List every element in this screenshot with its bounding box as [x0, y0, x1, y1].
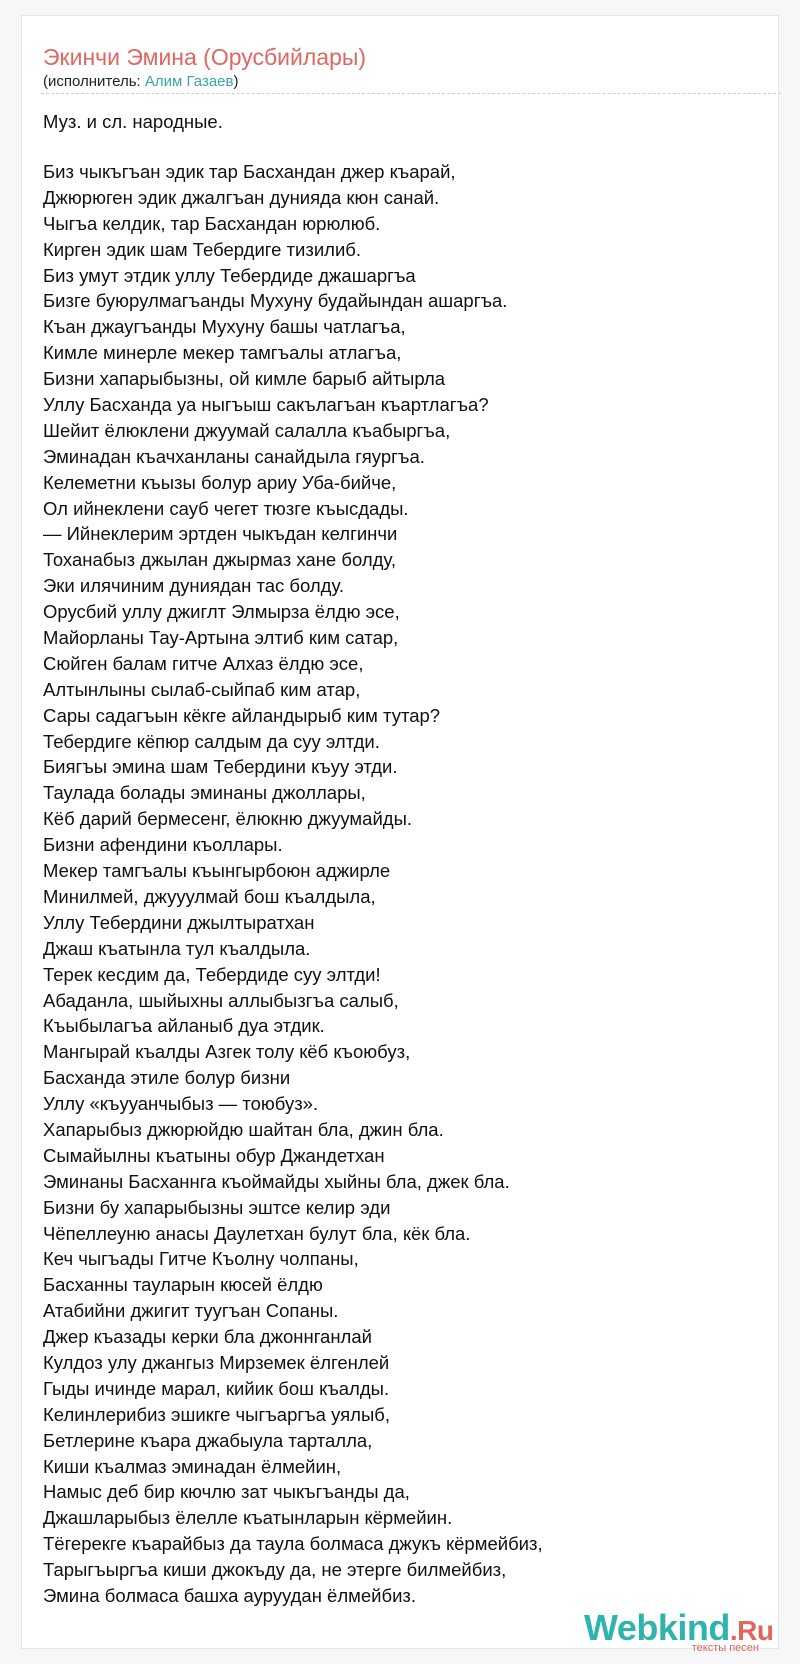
lyric-line: Басханда этиле болур бизни	[43, 1067, 291, 1089]
lyric-line: Келинлерибиз эшикге чыгъаргъа уялыб,	[43, 1403, 390, 1425]
lyric-line: Биягъы эмина шам Тебердини къуу этди.	[43, 756, 398, 778]
lyric-line: Чёпеллеуню анасы Даулетхан булут бла, кёк бла.	[43, 1222, 471, 1244]
lyric-line: Минилмей, джууулмай бош къалдыла,	[43, 885, 376, 907]
lyric-line: Уллу «къууанчыбыз — тоюбуз».	[43, 1093, 319, 1115]
lyric-line: Бизни афендини къоллары.	[43, 834, 283, 856]
lyric-line: Мекер тамгъалы къынгырбоюн аджирле	[43, 860, 391, 882]
lyric-line: Биз умут этдик уллу Тебердиде джашаргъа	[43, 264, 416, 286]
lyric-line: Бизни бу хапарыбызны эштсе келир эди	[43, 1196, 391, 1218]
lyric-line: Майорланы Тау-Артына элтиб ким сатар,	[43, 627, 399, 649]
song-credits: Муз. и сл. народные.	[43, 111, 223, 132]
lyric-line: Киши къалмаз эминадан ёлмейин,	[43, 1455, 342, 1477]
divider	[41, 93, 781, 94]
lyric-line: Кеч чыгъады Гитче Къолну чолпаны,	[43, 1248, 359, 1270]
lyric-line: Эминадан къачханланы санайдыла гяургъа.	[43, 445, 425, 467]
lyric-line: — Ийнеклерим эртден чыкъдан келгинчи	[43, 523, 398, 545]
lyric-line: Сюйген балам гитче Алхаз ёлдю эсе,	[43, 652, 364, 674]
lyric-line: Къан джаугъанды Мухуну башы чатлагъа,	[43, 316, 406, 338]
lyric-line: Бетлерине къара джабыула тарталла,	[43, 1429, 373, 1451]
lyric-line: Абаданла, шыйыхны аллыбызгъа салыб,	[43, 989, 399, 1011]
lyric-line: Намыс деб бир кючлю зат чыкъгъанды да,	[43, 1481, 410, 1503]
lyric-line: Ол ийнеклени сауб чегет тюзге къысдады.	[43, 497, 409, 519]
logo-tld: .Ru	[729, 1615, 774, 1646]
performer-suffix: )	[233, 73, 239, 90]
lyric-line: Гыды ичинде марал, кийик бош къалды.	[43, 1377, 390, 1399]
lyric-line: Басханны тауларын кюсей ёлдю	[43, 1274, 323, 1296]
lyric-line: Чыгъа келдик, тар Басхандан юрюлюб.	[43, 212, 381, 234]
lyric-line: Бизни хапарыбызны, ой кимле барыб айтырла	[43, 368, 446, 390]
performer-link[interactable]: Алим Газаев	[144, 73, 234, 90]
page-container	[21, 15, 779, 1654]
lyric-line: Атабийни джигит туугъан Сопаны.	[43, 1300, 339, 1322]
lyric-line: Джаш къатынла тул къалдыла.	[43, 937, 311, 959]
lyric-line: Джашларыбыз ёлелле къатынларын кёрмейин.	[43, 1507, 453, 1529]
lyric-line: Кимле минерле мекер тамгъалы атлагъа,	[43, 342, 402, 364]
lyric-line: Уллу Тебердини джылтыратхан	[43, 911, 315, 933]
lyrics-block	[43, 159, 543, 1609]
performer-prefix: (исполнитель:	[43, 73, 145, 90]
logo-main-text: Webkind	[584, 1607, 730, 1648]
lyric-line: Биз чыкъгъан эдик тар Басхандан джер къарай,	[43, 161, 456, 182]
lyric-line: Уллу Басханда уа ныгъыш сакълагъан къартлагъа?	[43, 394, 489, 416]
lyric-line: Келеметни къызы болур ариу Уба-бийче,	[43, 471, 397, 493]
lyric-line: Джюрюген эдик джалгъан дунияда кюн санай.	[43, 186, 440, 208]
lyric-line: Алтынлыны сылаб-сыйпаб ким атар,	[43, 678, 361, 700]
performer-line	[43, 73, 238, 91]
lyric-line: Орусбий уллу джиглт Элмырза ёлдю эсе,	[43, 601, 400, 623]
song-title: Экинчи Эмина (Орусбийлары)	[43, 44, 367, 70]
lyric-line: Тоханабыз джылан джырмаз хане болду,	[43, 549, 396, 571]
lyric-line: Сары садагъын кёкге айландырыб ким тутар?	[43, 704, 441, 726]
lyric-line: Кёб дарий бермесенг, ёлюкню джуумайды.	[43, 808, 413, 830]
webkind-logo[interactable]	[584, 1608, 789, 1654]
lyric-line: Терек кесдим да, Тебердиде суу элтди!	[43, 963, 381, 985]
lyric-line: Мангырай къалды Азгек толу кёб къоюбуз,	[43, 1041, 411, 1063]
lyric-line: Тебердиге кёпюр салдым да суу элтди.	[43, 730, 380, 752]
lyric-line: Тёгерекге къарайбыз да таула болмаса джукъ кёрмейбиз,	[43, 1533, 543, 1555]
lyric-line: Сымайылны къатыны обур Джандетхан	[43, 1144, 385, 1166]
lyric-line: Бизге буюрулмагъанды Мухуну будайындан ашаргъа.	[43, 290, 508, 312]
lyric-line: Эминаны Басханнга къоймайды хыйны бла, джек бла.	[43, 1170, 510, 1192]
lyric-line: Къыбылагъа айланыб дуа этдик.	[43, 1015, 325, 1037]
lyric-line: Эмина болмаса башха ауруудан ёлмейбиз.	[43, 1584, 417, 1606]
lyric-line: Тарыгъыргъа киши джокъду да, не этерге билмейбиз,	[43, 1559, 507, 1581]
lyric-line: Таулада болады эминаны джоллары,	[43, 782, 366, 804]
lyric-line: Джер къазады керки бла джоннганлай	[43, 1326, 372, 1348]
lyric-line: Эки илячиним дуниядан тас болду.	[43, 575, 344, 597]
logo-tagline: тексты песен	[691, 1642, 759, 1654]
lyric-line: Кулдоз улу джангыз Мирземек ёлгенлей	[43, 1351, 390, 1373]
lyric-line: Шейит ёлюклени джуумай салалла къабыргъа,	[43, 419, 451, 441]
lyric-line: Кирген эдик шам Тебердиге тизилиб.	[43, 238, 362, 260]
lyric-line: Хапарыбыз джюрюйдю шайтан бла, джин бла.	[43, 1118, 444, 1140]
